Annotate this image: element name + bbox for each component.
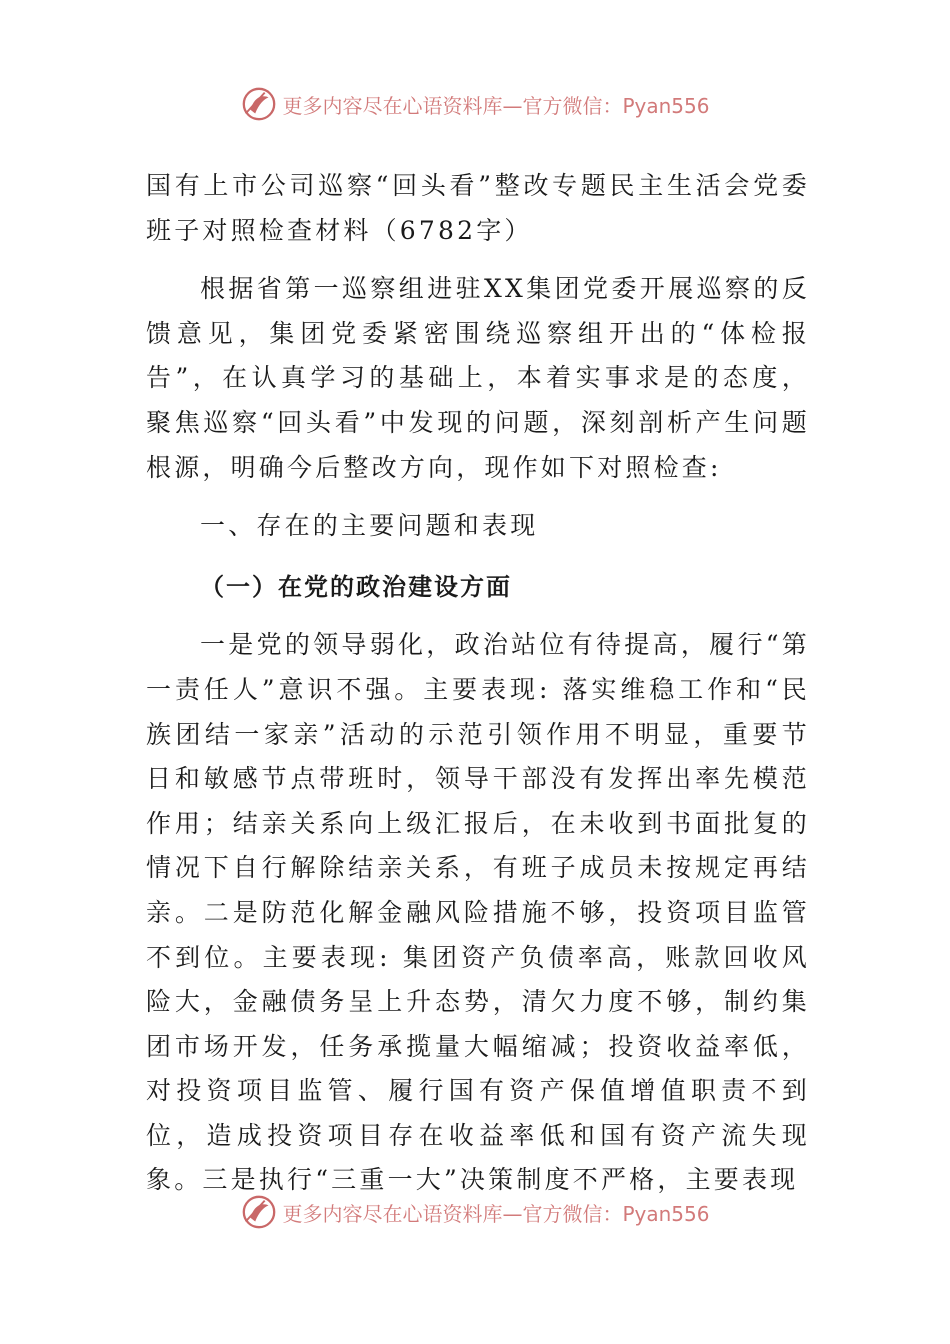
- document-body: [146, 164, 810, 1203]
- watermark-footer: [0, 1192, 950, 1232]
- body-paragraph: 一是党的领导弱化，政治站位有待提高，履行“第一责任人”意识不强。主要表现: 落实维稳工作和“民族团结一家亲”活动的示范引领作用不明显，重要节日和敏感节点带班时，领导干部没有发挥出率先模范作用；结亲关系向上级汇报后，在未收到书面批复的情况下自行解除结亲关系，有班子成员未按规定再结亲。二是防范化解金融风险措施不够，投资项目监管不到位。主要表现: 集团资产负债率高，账款回收风险大，金融债务呈上升态势，清欠力度不够，制约集团市场开发，任务承揽量大幅缩减；投资收益率低，对投资项目监管、履行国有资产保值增值职责不到位，造成投资项目存在收益率低和国有资产流失现象。三是执行“三重一大”决策制度不严格，主要表现: [146, 630, 810, 1195]
- watermark-logo-icon: [240, 85, 278, 123]
- watermark-header: [0, 84, 950, 124]
- watermark-logo-icon: [240, 1193, 278, 1231]
- intro-paragraph: 根据省第一巡察组进驻XX集团党委开展巡察的反馈意见，集团党委紧密围绕巡察组开出的“体检报告”，在认真学习的基础上，本着实事求是的态度，聚焦巡察“回头看”中发现的问题，深刻剖析产生问题根源，明确今后整改方向，现作如下对照检查:: [146, 274, 810, 482]
- watermark-text: 更多内容尽在心语资料库—官方微信：Pyan556: [282, 1201, 710, 1226]
- section-heading: 一、存在的主要问题和表现: [200, 511, 539, 541]
- document-title: 国有上市公司巡察“回头看”整改专题民主生活会党委班子对照检查材料（6782字）: [146, 171, 810, 245]
- subsection-heading: （一）在党的政治建设方面: [200, 572, 512, 601]
- watermark-text: 更多内容尽在心语资料库—官方微信：Pyan556: [282, 93, 710, 118]
